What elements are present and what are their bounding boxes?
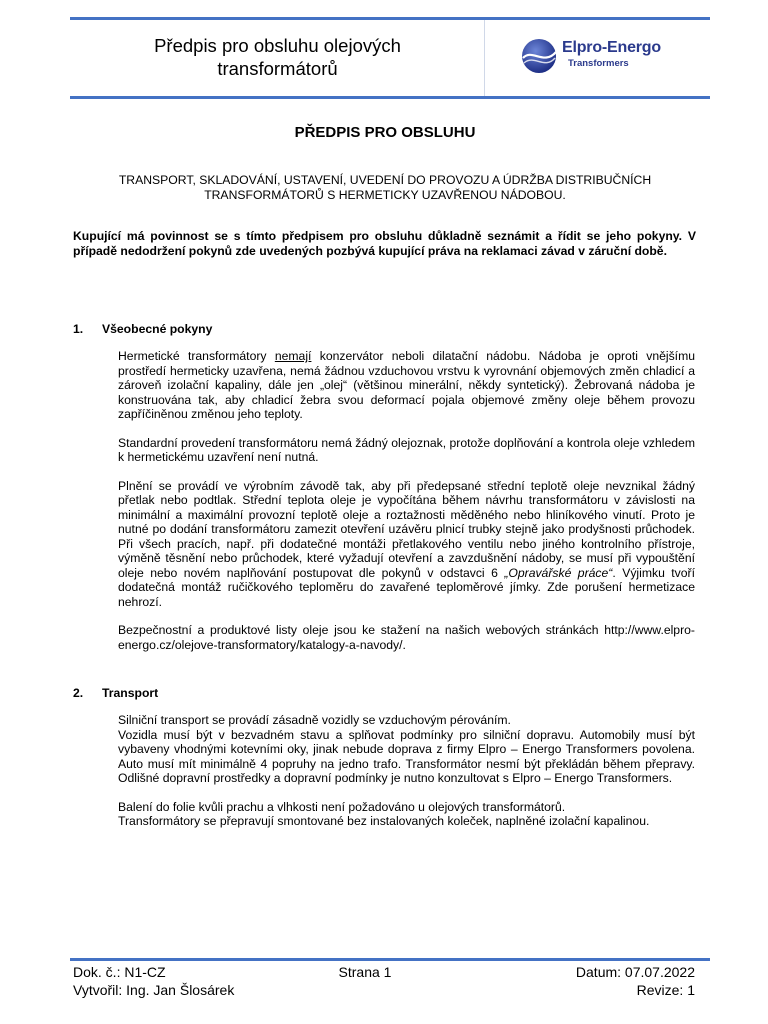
section-2-title: Transport xyxy=(102,686,159,700)
section-1-number: 1. xyxy=(73,322,84,336)
section-1-paragraph-3: Plnění se provádí ve výrobním závodě tak, aby při předepsané střední teplotě oleje nevznikal žádný přetlak nebo podtlak. Střední teplota oleje je vypočítána během návrhu transformátoru v závislosti na minimální a maximální provozní teplotě oleje a roztažnosti měděného nebo hliníkového vinutí. Proto je nutné po dodání transformátoru zamezit otevření uzávěru plnicí trubky stejně jako prodyšnosti průchodek. Při všech pracích, např. při dodatečné montáži přetlakového ventilu nebo jiného kontrolního přístroje, výměně těsnění nebo průchodek, které vyžadují otevření a zavzdušnění nádoby, se musí při vypouštění oleje nebo novém naplňování postupovat dle pokynů v odstavci 6 „Opravářské práce“. Výjimku tvoří dodatečná montáž ručičkového teploměru do zavařené teploměrové jímky. Zde porušení hermetizace nehrozí. xyxy=(118,478,696,609)
emphasis-nemaji: nemají xyxy=(274,349,312,363)
section-1-heading xyxy=(73,322,212,336)
section-1-body xyxy=(118,349,695,666)
logo-subtitle: Transformers xyxy=(568,58,629,69)
section-1-title: Všeobecné pokyny xyxy=(102,322,213,336)
header-title-line1: Předpis pro obsluhu olejových xyxy=(154,35,401,56)
logo-name: Elpro-Energo xyxy=(562,39,661,56)
subtitle-line1: TRANSPORT, SKLADOVÁNÍ, USTAVENÍ, UVEDENÍ DO PROVOZU A ÚDRŽBA DISTRIBUČNÍCH xyxy=(118,173,652,187)
section-2-heading xyxy=(73,686,158,700)
section-2-body xyxy=(118,713,695,829)
section-2-number: 2. xyxy=(73,686,84,700)
section-1-paragraph-1: Hermetické transformátory nemají konzervátor neboli dilatační nádobu. Nádoba je oproti vnějšímu prostředí hermeticky uzavřena, nemá žádnou vzduchovou vrstvu k vyrovnání objemových změn chladicí a zároveň izolační kapaliny, dále jen „olej“ (většinou minerální, někdy syntetický). Žebrovaná nádoba je konstruována tak, aby chladicí žebra svou deformací pojala objemové změny oleje během provozu zapříčiněnou změnou jeho teploty. xyxy=(118,349,695,421)
document-subtitle xyxy=(75,173,695,203)
buyer-warning: Kupující má povinnost se s tímto předpisem pro obsluhu důkladně seznámit a řídit se jeho pokyny. V případě nedodržení pokynů zde uvedených pozbývá kupující práva na reklamaci závad v záruční době. xyxy=(73,229,696,258)
subtitle-line2: TRANSFORMÁTORŮ S HERMETICKY UZAVŘENOU NÁDOBOU. xyxy=(204,188,566,202)
section-2-paragraph-2b: Transformátory se přepravují smontované bez instalovaných koleček, naplněné izolační kapalinou. xyxy=(118,814,650,828)
header-top-rule xyxy=(70,17,710,20)
header-title xyxy=(75,34,480,80)
footer-page: Strana 1 xyxy=(338,964,392,980)
section-1-paragraph-2: Standardní provedení transformátoru nemá žádný olejoznak, protože doplňování a kontrola oleje vzhledem k hermetickému uzavření není nutná. xyxy=(118,435,695,464)
logo-globe-icon xyxy=(520,36,560,76)
section-2-paragraph-1a: Silniční transport se provádí zásadně vozidly se vzduchovým pérováním. xyxy=(118,713,511,727)
section-2-paragraph-1b: Vozidla musí být v bezvadném stavu a splňovat podmínky pro silniční dopravu. Automobily musí být vybaveny vhodnými kotevními oky, jinak nebude doprava z firmy Elpro – Energo Transformers povolena. Auto musí mít minimálně 4 popruhy na jedno trafo. Transformátor nesmí být překládán během přepravy. Odlišné dopravní prostředky a dopravní podmínky je nutno konzultovat s Elpro – Energo Transformers. xyxy=(118,727,695,785)
footer-doc-number: Dok. č.: N1-CZ xyxy=(73,964,166,980)
footer-rule xyxy=(70,958,710,961)
header-bottom-rule xyxy=(70,96,710,99)
footer-author: Vytvořil: Ing. Jan Šlosárek xyxy=(73,982,235,998)
document-title: PŘEDPIS PRO OBSLUHU xyxy=(294,124,476,141)
reference-opravarske-prace: „Opravářské práce“ xyxy=(504,565,613,580)
footer-revision: Revize: 1 xyxy=(636,982,695,998)
header-divider xyxy=(484,20,485,96)
company-logo xyxy=(520,36,700,76)
footer-date: Datum: 07.07.2022 xyxy=(575,964,695,980)
header-title-line2: transformátorů xyxy=(217,58,338,79)
section-1-paragraph-4: Bezpečnostní a produktové listy oleje jsou ke stažení na našich webových stránkách http://www.elpro-energo.cz/olejove-transformatory/katalogy-a-navody/. xyxy=(118,623,695,652)
section-2-paragraph-2a: Balení do folie kvůli prachu a vlhkosti není požadováno u olejových transformátorů. xyxy=(118,799,566,814)
